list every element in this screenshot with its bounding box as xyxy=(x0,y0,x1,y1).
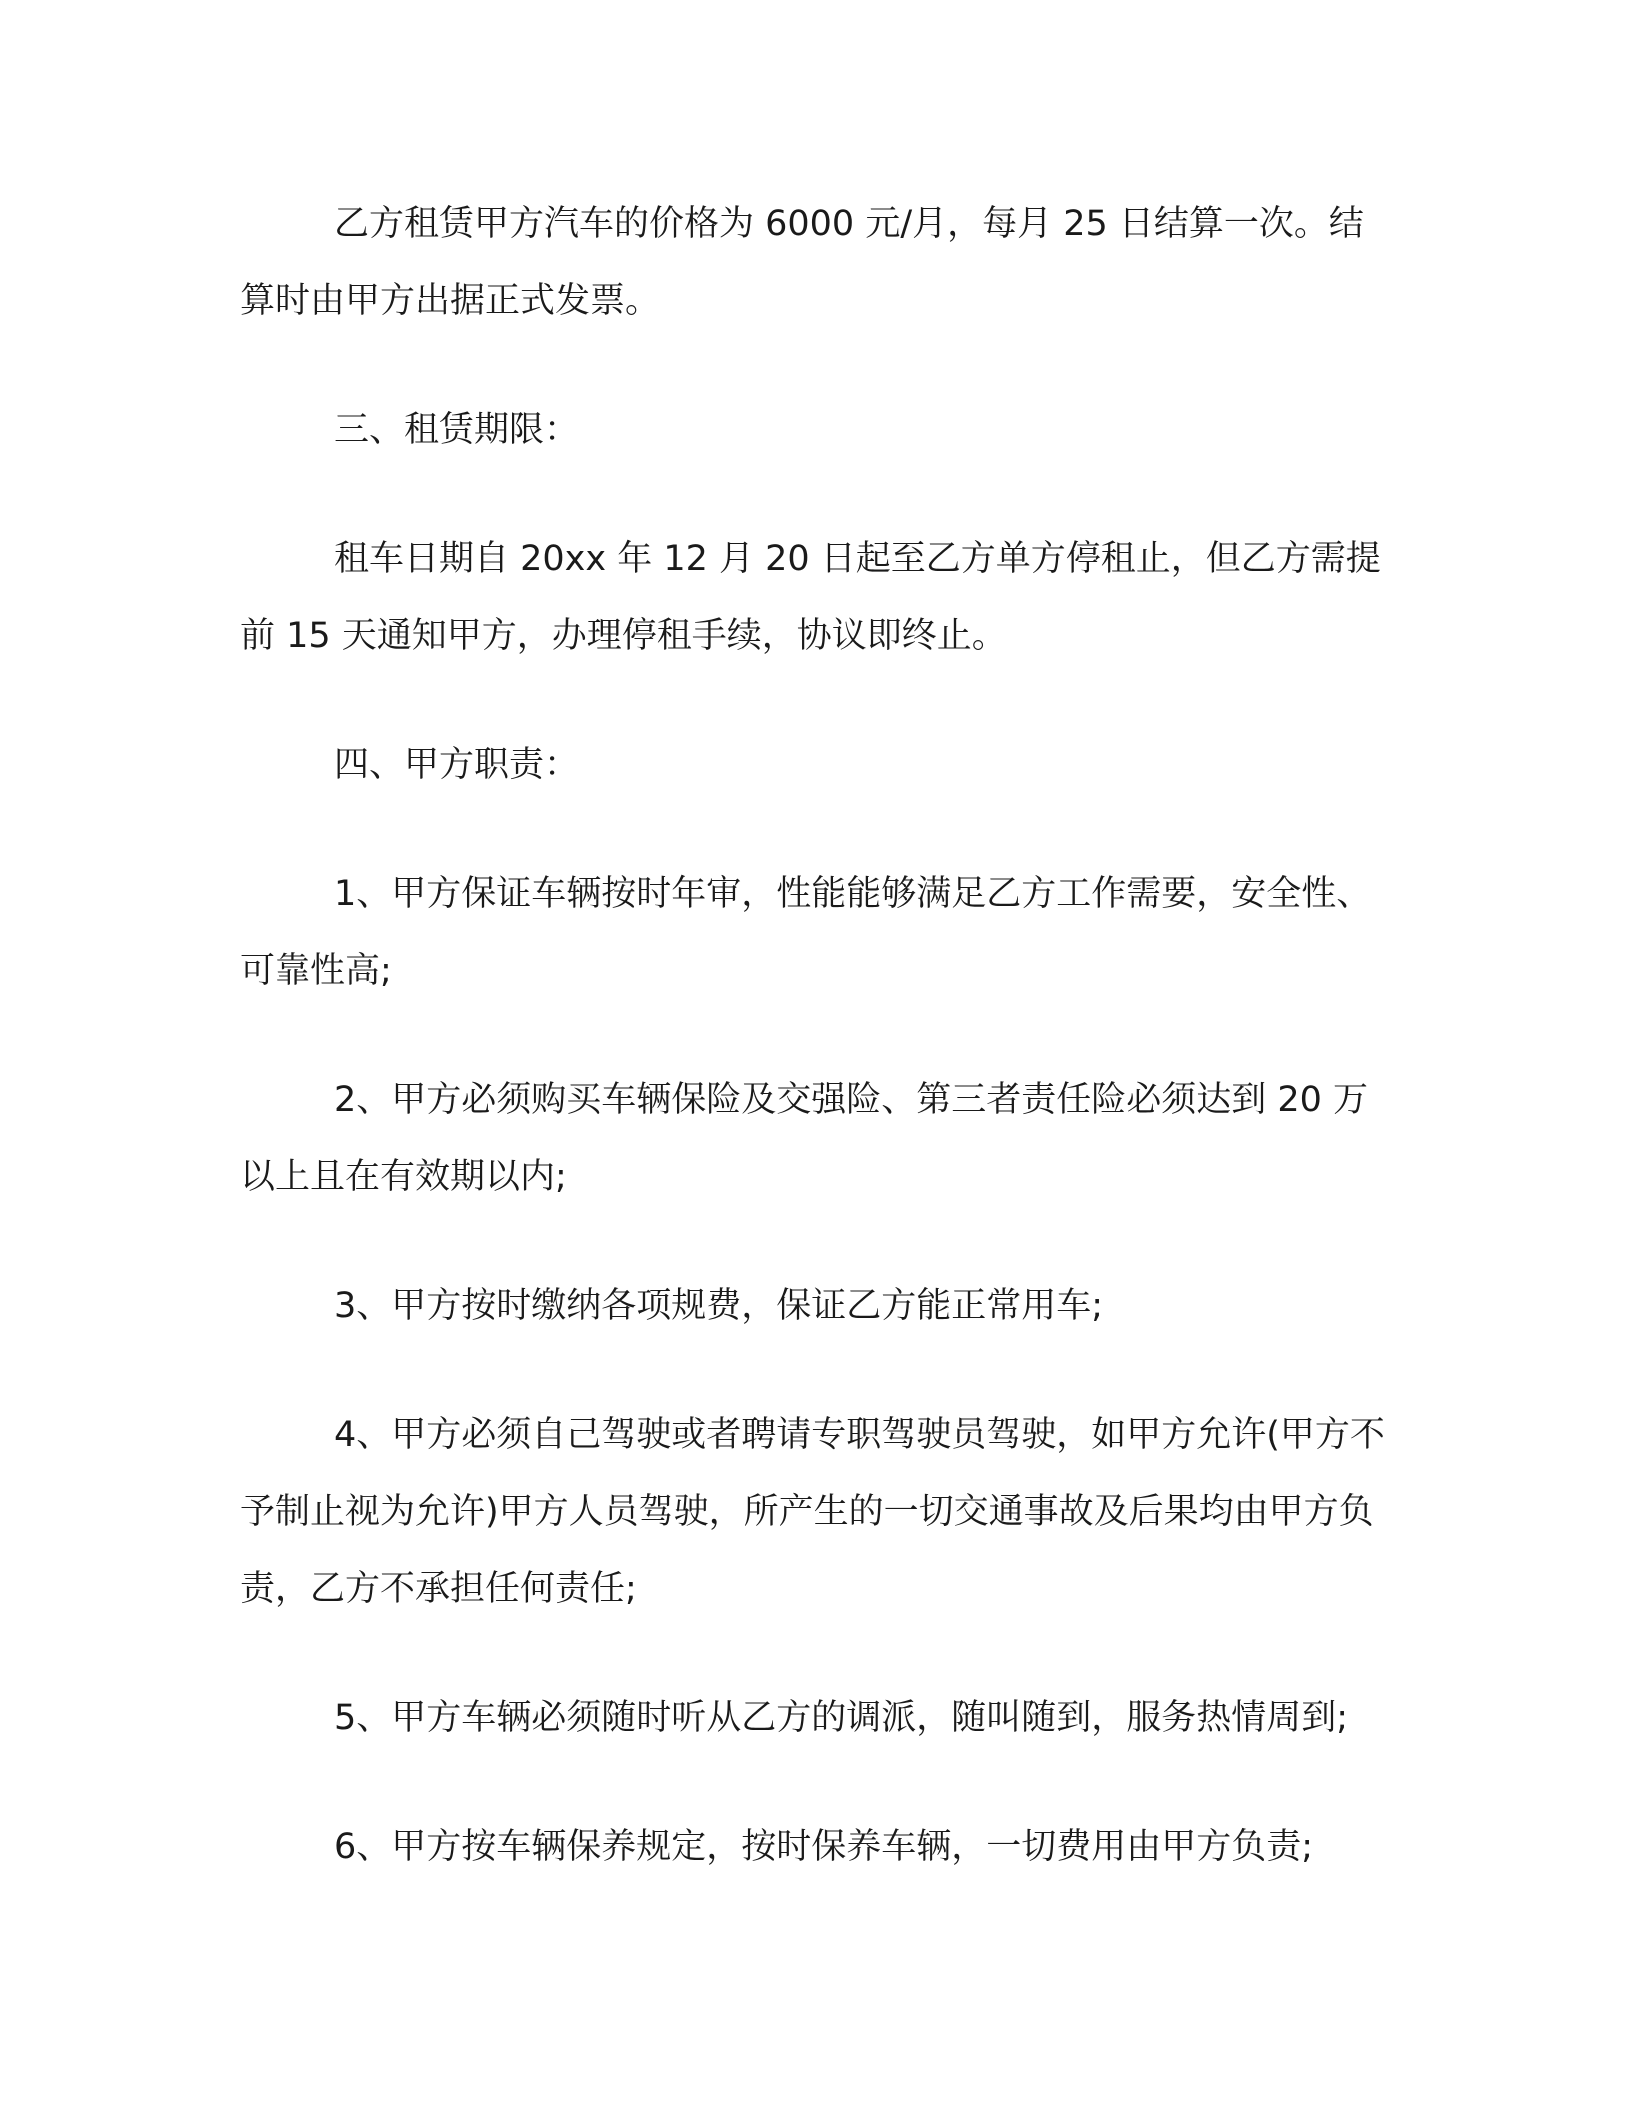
paragraph-lease-period: 租车日期自 20xx 年 12 月 20 日起至乙方单方停租止，但乙方需提前 15 天通知甲方，办理停租手续，协议即终止。 xyxy=(240,539,1381,656)
duty-item-5: 5、甲方车辆必须随时听从乙方的调派，随叫随到，服务热情周到; xyxy=(334,1698,1349,1738)
duty-item-2: 2、甲方必须购买车辆保险及交强险、第三者责任险必须达到 20 万以上且在有效期以内; xyxy=(240,1080,1369,1197)
section-heading-party-a-duties: 四、甲方职责： xyxy=(334,745,580,785)
paragraph-rental-price: 乙方租赁甲方汽车的价格为 6000 元/月，每月 25 日结算一次。结算时由甲方出据正式发票。 xyxy=(240,204,1364,321)
duty-item-6: 6、甲方按车辆保养规定，按时保养车辆，一切费用由甲方负责; xyxy=(334,1827,1314,1867)
document-body xyxy=(240,186,1385,1938)
section-heading-lease-term: 三、租赁期限： xyxy=(334,410,580,450)
duty-item-4: 4、甲方必须自己驾驶或者聘请专职驾驶员驾驶，如甲方允许(甲方不予制止视为允许)甲方人员驾驶，所产生的一切交通事故及后果均由甲方负责，乙方不承担任何责任; xyxy=(240,1415,1385,1609)
duty-item-1: 1、甲方保证车辆按时年审，性能能够满足乙方工作需要，安全性、可靠性高; xyxy=(240,874,1372,991)
duty-item-3: 3、甲方按时缴纳各项规费，保证乙方能正常用车; xyxy=(334,1286,1104,1326)
